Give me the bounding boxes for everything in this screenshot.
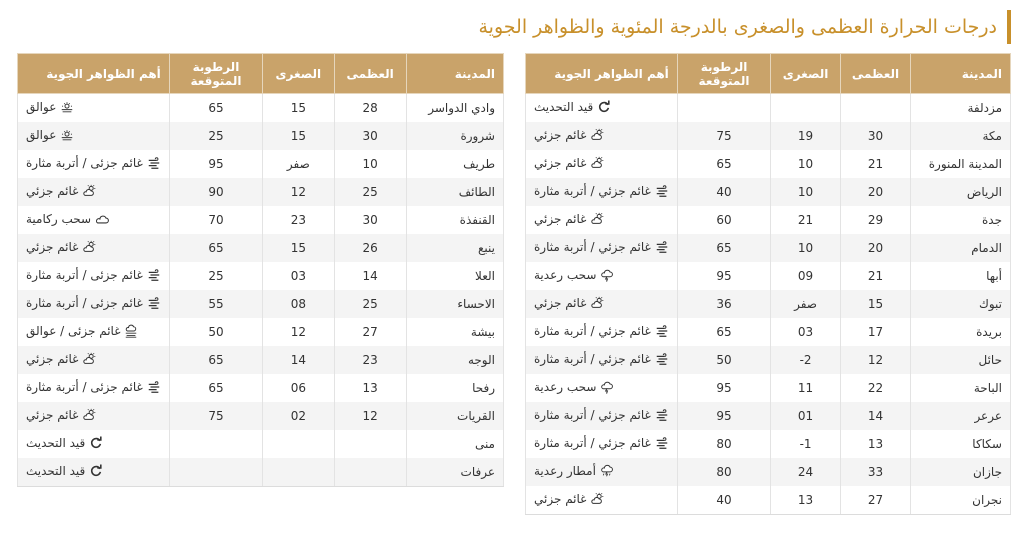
city-cell: وادي الدواسر (406, 94, 503, 123)
min-temp-cell: 15 (263, 122, 334, 150)
weather-text: غائم جزئي (534, 127, 587, 142)
weather-condition (26, 156, 161, 170)
city-cell: حائل (911, 346, 1011, 374)
humidity-cell: 75 (169, 402, 262, 430)
page-title: درجات الحرارة العظمى والصغرى بالدرجة المئوية والظواهر الجوية (478, 10, 1011, 44)
weather-cell (18, 206, 170, 234)
weather-text: غائم جزئي (26, 407, 79, 422)
partly-cloudy-icon (590, 212, 604, 226)
weather-condition (26, 128, 74, 142)
weather-text: غائم جزئي (534, 155, 587, 170)
min-temp-cell: 01 (771, 402, 841, 430)
weather-text: غائم جزئي / أتربة مثارة (534, 435, 651, 450)
min-temp-cell: 21 (771, 206, 841, 234)
header-weather: أهم الظواهر الجوية (18, 54, 170, 94)
dust-icon (655, 436, 669, 450)
city-cell: مزدلفة (911, 94, 1011, 123)
max-temp-cell: 12 (840, 346, 910, 374)
dust-icon (147, 380, 161, 394)
dust-icon (147, 268, 161, 282)
header-weather: أهم الظواهر الجوية (526, 54, 678, 94)
max-temp-cell: 30 (840, 122, 910, 150)
max-temp-cell: 25 (334, 178, 406, 206)
header-min: الصغرى (263, 54, 334, 94)
city-cell: العلا (406, 262, 503, 290)
max-temp-cell: 23 (334, 346, 406, 374)
humidity-cell: 65 (169, 234, 262, 262)
weather-text: غائم جزئى / أتربة مثارة (26, 155, 143, 170)
weather-cell (18, 234, 170, 262)
humidity-cell: 80 (677, 458, 771, 486)
partly-cloudy-icon (82, 352, 96, 366)
min-temp-cell: 2- (771, 346, 841, 374)
weather-text: سحب رعدية (534, 379, 597, 394)
thunder-cloud-icon (600, 268, 614, 282)
max-temp-cell: 14 (840, 402, 910, 430)
humidity-cell: 50 (677, 346, 771, 374)
table-row (18, 150, 504, 178)
max-temp-cell: 30 (334, 206, 406, 234)
max-temp-cell: 17 (840, 318, 910, 346)
weather-condition (534, 352, 669, 366)
max-temp-cell (334, 430, 406, 458)
header-max: العظمى (334, 54, 406, 94)
humidity-cell: 95 (677, 402, 771, 430)
city-cell: طريف (406, 150, 503, 178)
max-temp-cell: 27 (334, 318, 406, 346)
partly-cloudy-icon (590, 128, 604, 142)
max-temp-cell: 25 (334, 290, 406, 318)
weather-text: غائم جزئى / عوالق (26, 323, 121, 338)
table-row (18, 94, 504, 123)
humidity-cell: 95 (169, 150, 262, 178)
weather-condition (26, 184, 96, 198)
min-temp-cell: 24 (771, 458, 841, 486)
weather-condition (26, 100, 74, 114)
weather-text: عوالق (26, 99, 57, 114)
city-cell: الطائف (406, 178, 503, 206)
city-cell: الباحة (911, 374, 1011, 402)
humidity-cell (677, 94, 771, 123)
weather-cell (526, 94, 678, 123)
max-temp-cell: 10 (334, 150, 406, 178)
city-cell: الوجه (406, 346, 503, 374)
city-cell: رفحا (406, 374, 503, 402)
table-row (526, 262, 1011, 290)
min-temp-cell: صفر (771, 290, 841, 318)
city-cell: نجران (911, 486, 1011, 515)
table-row (18, 430, 504, 458)
min-temp-cell (771, 94, 841, 123)
weather-text: غائم جزئي (26, 183, 79, 198)
humidity-cell (169, 458, 262, 487)
humidity-cell: 40 (677, 486, 771, 515)
weather-condition (534, 408, 669, 422)
min-temp-cell: 03 (771, 318, 841, 346)
humidity-cell: 95 (677, 262, 771, 290)
weather-condition (534, 100, 611, 114)
weather-text: أمطار رعدية (534, 463, 596, 478)
weather-condition (26, 464, 103, 478)
header-max: العظمى (840, 54, 910, 94)
min-temp-cell: 12 (263, 318, 334, 346)
header-city: المدينة (911, 54, 1011, 94)
city-cell: المدينة المنورة (911, 150, 1011, 178)
humidity-cell (169, 430, 262, 458)
weather-cell (18, 178, 170, 206)
table-row (526, 318, 1011, 346)
weather-text: غائم جزئي / أتربة مثارة (534, 239, 651, 254)
weather-cell (526, 234, 678, 262)
table-header-row (18, 54, 504, 94)
weather-text: قيد التحديث (26, 435, 86, 450)
max-temp-cell: 33 (840, 458, 910, 486)
city-cell: سكاكا (911, 430, 1011, 458)
city-cell: بيشة (406, 318, 503, 346)
weather-text: قيد التحديث (26, 463, 86, 478)
humidity-cell: 65 (169, 346, 262, 374)
weather-cell (18, 94, 170, 123)
max-temp-cell (334, 458, 406, 487)
table-row (18, 206, 504, 234)
weather-condition (534, 324, 669, 338)
cloud-haze-icon (124, 324, 138, 338)
weather-condition (534, 436, 669, 450)
weather-cell (526, 318, 678, 346)
weather-cell (526, 430, 678, 458)
max-temp-cell: 30 (334, 122, 406, 150)
weather-condition (26, 436, 103, 450)
dust-icon (655, 352, 669, 366)
city-cell: تبوك (911, 290, 1011, 318)
table-row (526, 178, 1011, 206)
city-cell: شرورة (406, 122, 503, 150)
city-cell: عرعر (911, 402, 1011, 430)
city-cell: القنفذة (406, 206, 503, 234)
table-row (526, 122, 1011, 150)
weather-condition (534, 380, 614, 394)
header-min: الصغرى (771, 54, 841, 94)
partly-cloudy-icon (82, 240, 96, 254)
weather-condition (534, 240, 669, 254)
weather-condition (26, 296, 161, 310)
table-row (526, 402, 1011, 430)
weather-condition (26, 240, 96, 254)
max-temp-cell: 15 (840, 290, 910, 318)
table-row (526, 94, 1011, 123)
max-temp-cell: 28 (334, 94, 406, 123)
weather-text: غائم جزئى / أتربة مثارة (26, 295, 143, 310)
weather-condition (534, 128, 604, 142)
humidity-cell: 25 (169, 122, 262, 150)
city-cell: الاحساء (406, 290, 503, 318)
weather-text: عوالق (26, 127, 57, 142)
city-cell: الرياض (911, 178, 1011, 206)
min-temp-cell: 14 (263, 346, 334, 374)
weather-text: سحب ركامية (26, 211, 92, 226)
weather-text: غائم جزئي / أتربة مثارة (534, 323, 651, 338)
dust-icon (147, 156, 161, 170)
weather-condition (26, 268, 161, 282)
city-cell: منى (406, 430, 503, 458)
weather-cell (526, 402, 678, 430)
city-cell: أبها (911, 262, 1011, 290)
table-row (526, 206, 1011, 234)
thunder-cloud-icon (600, 380, 614, 394)
min-temp-cell: 10 (771, 150, 841, 178)
humidity-cell: 55 (169, 290, 262, 318)
partly-cloudy-icon (590, 156, 604, 170)
table-row (18, 290, 504, 318)
weather-cell (18, 150, 170, 178)
weather-cell (18, 318, 170, 346)
dust-icon (655, 240, 669, 254)
table-row (526, 486, 1011, 515)
table-row (526, 346, 1011, 374)
weather-cell (18, 430, 170, 458)
weather-condition (534, 212, 604, 226)
city-cell: عرفات (406, 458, 503, 487)
weather-cell (526, 374, 678, 402)
humidity-cell: 90 (169, 178, 262, 206)
weather-text: غائم جزئي (534, 491, 587, 506)
humidity-cell: 50 (169, 318, 262, 346)
humidity-cell: 65 (677, 234, 771, 262)
thunder-rain-icon (600, 464, 614, 478)
haze-icon (60, 100, 74, 114)
table-row (18, 318, 504, 346)
humidity-cell: 60 (677, 206, 771, 234)
humidity-cell: 65 (169, 94, 262, 123)
weather-cell (18, 262, 170, 290)
haze-icon (60, 128, 74, 142)
partly-cloudy-icon (82, 184, 96, 198)
humidity-cell: 65 (169, 374, 262, 402)
weather-cell (526, 458, 678, 486)
humidity-cell: 65 (677, 150, 771, 178)
humidity-cell: 80 (677, 430, 771, 458)
weather-text: غائم جزئي (534, 295, 587, 310)
header-humidity: الرطوبة المتوقعة (677, 54, 771, 94)
weather-text: غائم جزئي / أتربة مثارة (534, 407, 651, 422)
table-row (18, 234, 504, 262)
weather-cell (526, 346, 678, 374)
humidity-cell: 70 (169, 206, 262, 234)
dust-icon (655, 324, 669, 338)
weather-condition (534, 268, 614, 282)
city-cell: الدمام (911, 234, 1011, 262)
city-cell: جازان (911, 458, 1011, 486)
table-row (526, 458, 1011, 486)
min-temp-cell: 13 (771, 486, 841, 515)
city-cell: ينبع (406, 234, 503, 262)
weather-cell (18, 458, 170, 487)
weather-text: سحب رعدية (534, 267, 597, 282)
table-row (18, 346, 504, 374)
table-row (18, 402, 504, 430)
weather-cell (526, 122, 678, 150)
table-header-row (526, 54, 1011, 94)
max-temp-cell: 21 (840, 150, 910, 178)
weather-condition (534, 296, 604, 310)
min-temp-cell: 08 (263, 290, 334, 318)
table-row (526, 430, 1011, 458)
weather-condition (534, 184, 669, 198)
max-temp-cell: 29 (840, 206, 910, 234)
table-row (526, 374, 1011, 402)
max-temp-cell: 20 (840, 178, 910, 206)
max-temp-cell: 13 (334, 374, 406, 402)
min-temp-cell: 10 (771, 234, 841, 262)
table-row (526, 234, 1011, 262)
table-row (18, 178, 504, 206)
city-cell: جدة (911, 206, 1011, 234)
weather-cell (526, 206, 678, 234)
weather-cell (18, 290, 170, 318)
cumulus-cloud-icon (95, 212, 109, 226)
max-temp-cell: 14 (334, 262, 406, 290)
refresh-icon (597, 100, 611, 114)
weather-cell (526, 290, 678, 318)
min-temp-cell: 02 (263, 402, 334, 430)
weather-cell (526, 486, 678, 515)
city-cell: القريات (406, 402, 503, 430)
min-temp-cell: صفر (263, 150, 334, 178)
min-temp-cell: 15 (263, 94, 334, 123)
min-temp-cell: 1- (771, 430, 841, 458)
partly-cloudy-icon (590, 492, 604, 506)
weather-cell (526, 150, 678, 178)
table-row (18, 122, 504, 150)
weather-cell (18, 346, 170, 374)
table-row (18, 262, 504, 290)
humidity-cell: 36 (677, 290, 771, 318)
weather-text: غائم جزئي / أتربة مثارة (534, 183, 651, 198)
max-temp-cell: 27 (840, 486, 910, 515)
weather-text: قيد التحديث (534, 99, 594, 114)
weather-cell (526, 262, 678, 290)
weather-cell (18, 374, 170, 402)
weather-cell (18, 122, 170, 150)
min-temp-cell: 10 (771, 178, 841, 206)
max-temp-cell: 12 (334, 402, 406, 430)
table-row (526, 290, 1011, 318)
humidity-cell: 75 (677, 122, 771, 150)
weather-condition (534, 464, 614, 478)
weather-cell (526, 178, 678, 206)
table-row (18, 374, 504, 402)
humidity-cell: 40 (677, 178, 771, 206)
table-row (18, 458, 504, 487)
weather-condition (26, 212, 109, 226)
weather-condition (26, 352, 96, 366)
city-cell: مكة (911, 122, 1011, 150)
table-row (526, 150, 1011, 178)
weather-text: غائم جزئي (26, 351, 79, 366)
min-temp-cell: 03 (263, 262, 334, 290)
humidity-cell: 65 (677, 318, 771, 346)
weather-text: غائم جزئى / أتربة مثارة (26, 267, 143, 282)
weather-text: غائم جزئي (534, 211, 587, 226)
min-temp-cell: 12 (263, 178, 334, 206)
max-temp-cell: 21 (840, 262, 910, 290)
min-temp-cell: 11 (771, 374, 841, 402)
humidity-cell: 25 (169, 262, 262, 290)
max-temp-cell: 20 (840, 234, 910, 262)
weather-condition (26, 380, 161, 394)
min-temp-cell: 19 (771, 122, 841, 150)
dust-icon (147, 296, 161, 310)
weather-cell (18, 402, 170, 430)
max-temp-cell (840, 94, 910, 123)
city-cell: بريدة (911, 318, 1011, 346)
min-temp-cell (263, 458, 334, 487)
humidity-cell: 95 (677, 374, 771, 402)
max-temp-cell: 13 (840, 430, 910, 458)
header-city: المدينة (406, 54, 503, 94)
dust-icon (655, 408, 669, 422)
weather-text: غائم جزئي (26, 239, 79, 254)
header-humidity: الرطوبة المتوقعة (169, 54, 262, 94)
min-temp-cell: 15 (263, 234, 334, 262)
min-temp-cell: 09 (771, 262, 841, 290)
weather-condition (534, 156, 604, 170)
refresh-icon (89, 464, 103, 478)
weather-condition (26, 324, 138, 338)
weather-table-right (525, 53, 1011, 515)
max-temp-cell: 22 (840, 374, 910, 402)
min-temp-cell: 06 (263, 374, 334, 402)
dust-icon (655, 184, 669, 198)
weather-table-left (17, 53, 504, 487)
partly-cloudy-icon (82, 408, 96, 422)
max-temp-cell: 26 (334, 234, 406, 262)
partly-cloudy-icon (590, 296, 604, 310)
min-temp-cell (263, 430, 334, 458)
weather-text: غائم جزئي / أتربة مثارة (534, 351, 651, 366)
min-temp-cell: 23 (263, 206, 334, 234)
weather-text: غائم جزئى / أتربة مثارة (26, 379, 143, 394)
weather-condition (26, 408, 96, 422)
weather-condition (534, 492, 604, 506)
refresh-icon (89, 436, 103, 450)
